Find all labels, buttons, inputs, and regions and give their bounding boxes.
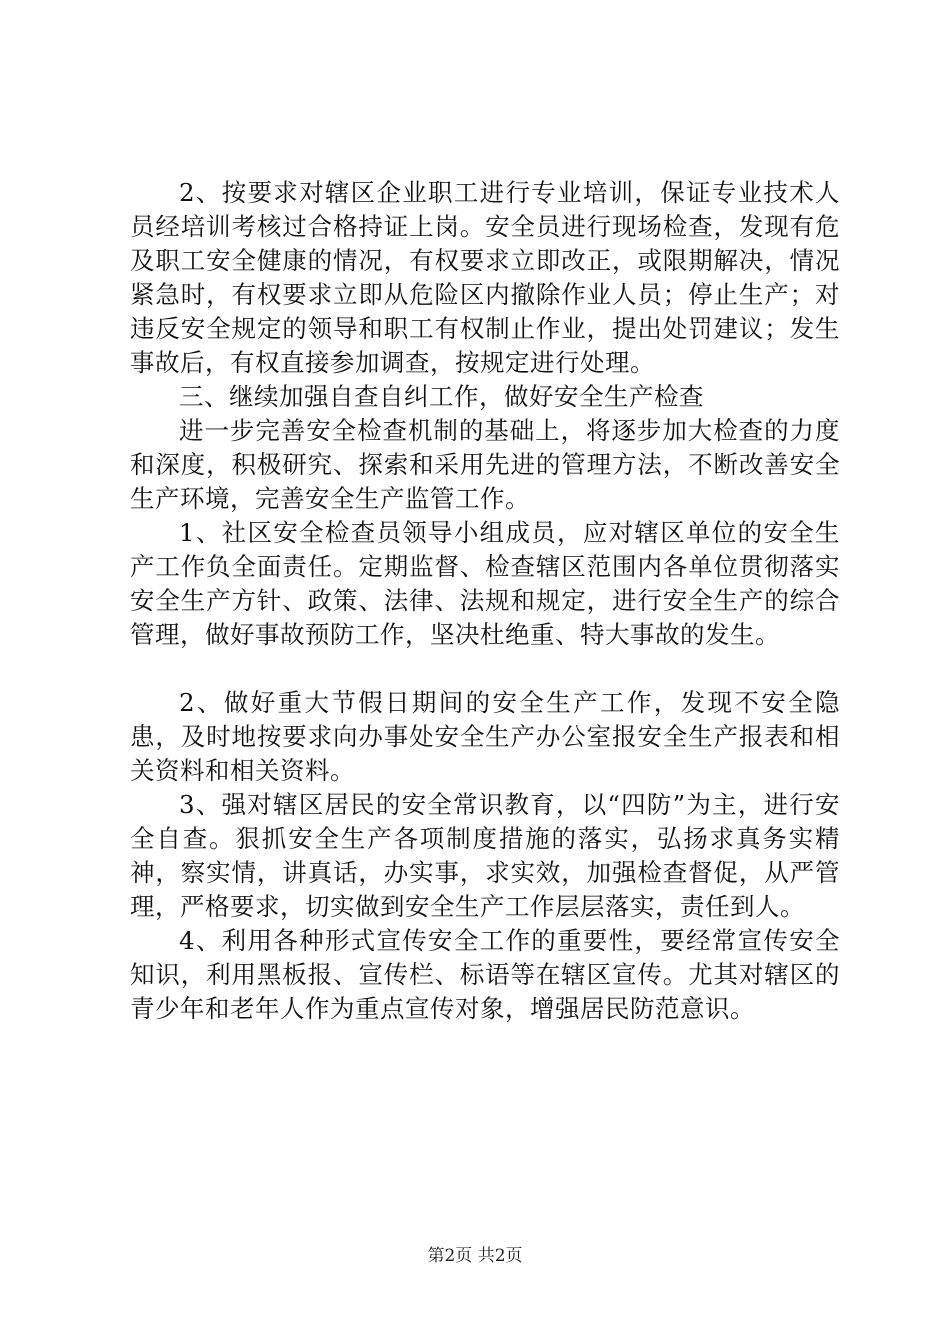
paragraph-inspection-mechanism: 进一步完善安全检查机制的基础上，将逐步加大检查的力度和深度，积极研究、探索和采用先进的管理方法，不断改善安全生产环境，完善安全生产监管工作。: [130, 416, 840, 513]
paragraph-holiday-safety: 2、做好重大节假日期间的安全生产工作，发现不安全隐患，及时地按要求向办事处安全生产办公室报安全生产报表和相关资料和相关资料。: [130, 688, 840, 785]
paragraph-resident-education: 3、强对辖区居民的安全常识教育，以“四防”为主，进行安全自查。狠抓安全生产各项制度措施的落实，弘扬求真务实精神，察实情，讲真话，办实事，求实效，加强检查督促，从严管理，严格要求，切实做到安全生产工作层层落实，责任到人。: [130, 790, 840, 921]
paragraph-publicity: 4、利用各种形式宣传安全工作的重要性，要经常宣传安全知识，利用黑板报、宣传栏、标语等在辖区宣传。尤其对辖区的青少年和老年人作为重点宣传对象，增强居民防范意识。: [130, 926, 840, 1023]
paragraph-leadership-group: 1、社区安全检查员领导小组成员，应对辖区单位的安全生产工作负全面责任。定期监督、检查辖区范围内各单位贯彻落实安全生产方针、政策、法律、法规和规定，进行安全生产的综合管理，做好事故预防工作，坚决杜绝重、特大事故的发生。: [130, 518, 840, 649]
paragraph-training: 2、按要求对辖区企业职工进行专业培训，保证专业技术人员经培训考核过合格持证上岗。安全员进行现场检查，发现有危及职工安全健康的情况，有权要求立即改正，或限期解决，情况紧急时，有权要求立即从危险区内撤除作业人员；停止生产；对违反安全规定的领导和职工有权制止作业，提出处罚建议；发生事故后，有权直接参加调查，按规定进行处理。: [130, 178, 840, 377]
section-heading-self-inspection: 三、继续加强自查自纠工作，做好安全生产检查: [179, 382, 704, 411]
document-body: [130, 176, 840, 1026]
page-number-footer: 第2页 共2页: [427, 1246, 523, 1266]
